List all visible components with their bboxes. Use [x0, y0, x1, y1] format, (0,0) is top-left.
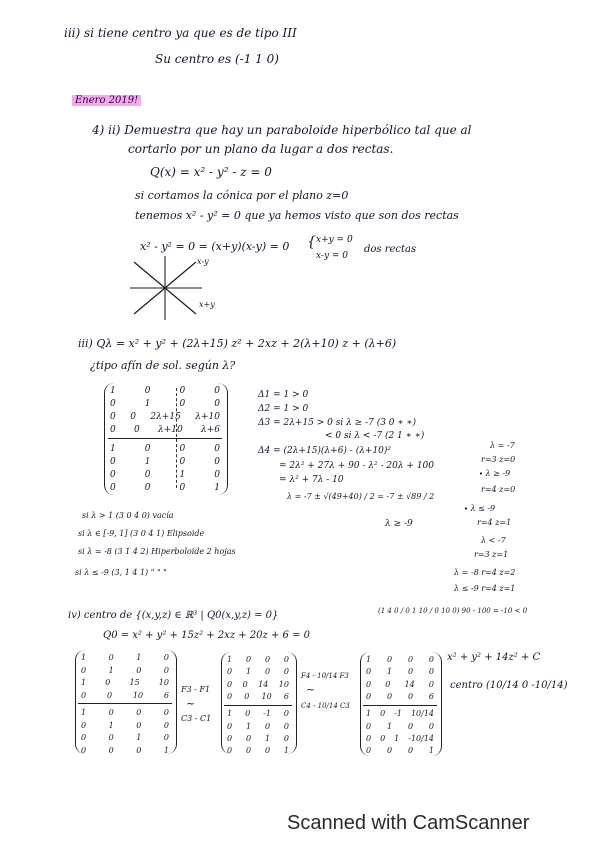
op-c4: C4 - 10/14 C3	[301, 702, 350, 710]
matrix-cell: 0	[214, 470, 220, 480]
op-f3-f1: F3 - F1	[181, 685, 211, 694]
system-eq-2: x-y = 0	[316, 251, 349, 261]
matrix-cell: 1	[144, 457, 151, 467]
matrix-cell: 10	[261, 691, 272, 701]
matrix-cell: 0	[264, 721, 271, 731]
matrix-row	[227, 667, 289, 676]
matrix-row	[110, 444, 220, 454]
matrix-cell: 0	[110, 412, 116, 422]
matrix-cell: 0	[407, 655, 414, 664]
matrix-cell: 1	[81, 708, 87, 717]
matrix-cell: 0	[283, 709, 289, 719]
line-iii-center-type: iii) si tiene centro ya que es de tipo III	[64, 26, 297, 40]
matrix-cell: 0	[81, 665, 87, 675]
question-4-title-2: cortarlo por un plano da lugar a dos rectas.	[128, 142, 394, 156]
matrix-cell: 0	[106, 690, 113, 700]
delta-2: Δ2 = 1 > 0	[258, 404, 309, 414]
matrix-cell: 1	[366, 709, 372, 719]
matrix-cell: 1	[283, 746, 289, 756]
case-ellipsoid: si λ ∈ [-9, 1] (3 0 4 1) Elipsoide	[78, 529, 205, 538]
matrix-cell: 1	[136, 733, 142, 742]
matrix-cell: 0	[428, 667, 434, 677]
matrix-cell: 0	[214, 444, 220, 454]
quadric-equation: Q(x) = x² - y² - z = 0	[150, 165, 272, 179]
right-lambda-le-minus9: ∙ λ ≤ -9	[464, 504, 496, 513]
matrix-cell: 0	[163, 720, 169, 730]
matrix-cell: 0	[227, 721, 233, 731]
matrix-cell: 0	[227, 746, 233, 756]
matrix-cell: 0	[380, 733, 386, 743]
matrix-cell: 0	[108, 708, 114, 717]
matrix-cell: 0	[214, 457, 220, 467]
matrix-cell: 10	[278, 679, 289, 689]
minor-check: (1 4 0 / 0 1 10 / 0 10 0) 90 - 100 = -10 < 0	[378, 607, 528, 615]
matrix-cell: 1	[81, 653, 87, 662]
matrix-row	[227, 734, 289, 743]
matrix-cell: 0	[227, 667, 233, 677]
crossing-lines-sketch	[130, 256, 210, 326]
matrix-cell: 0	[81, 690, 87, 700]
matrix-cell: 0	[366, 733, 372, 743]
matrix-cell: λ+10	[195, 412, 220, 422]
delta-4-expand: = 2λ² + 27λ + 90 - λ² - 20λ + 100	[279, 461, 435, 471]
matrix-cell: 1	[110, 444, 116, 454]
delta-3-case: < 0 si λ < -7 (2 1 ∗ ∗)	[325, 431, 425, 441]
matrix-cell: λ+10	[158, 425, 183, 435]
matrix-cell: 0	[144, 483, 151, 493]
matrix-cell: 0	[110, 425, 116, 435]
matrix-cell: 0	[244, 691, 250, 701]
matrix-cell: 1	[81, 678, 87, 687]
matrix-row	[110, 457, 220, 467]
matrix-cell: 0	[110, 457, 116, 467]
q0-equation: Q0 = x² + y² + 15z² + 2xz + 20z + 6 = 0	[103, 630, 311, 641]
matrix-cell: 0	[144, 386, 151, 396]
op-tilde-1: ~	[186, 697, 196, 710]
matrix-row	[81, 721, 169, 730]
matrix-cell: 0	[105, 678, 111, 687]
matrix-row	[366, 692, 434, 701]
matrix-lambda-vdivider	[176, 388, 177, 488]
matrix-cell: 0	[385, 679, 391, 689]
matrix-lambda-divider	[108, 438, 222, 439]
delta-4-roots: λ = -7 ± √(49+40) / 2 = -7 ± √89 / 2	[287, 492, 435, 501]
matrix-row	[366, 709, 434, 718]
right-lambda-le-minus9-b: λ ≤ -9 r=4 z=1	[454, 584, 516, 593]
matrix-cell: 0	[179, 399, 186, 409]
part-iv-title: iv) centro de {(x,y,z) ∈ ℝ³ | Q0(x,y,z) = 0}	[68, 610, 279, 621]
matrix-row	[81, 691, 169, 700]
matrix-cell: 0	[179, 386, 186, 396]
matrix-cell: 14	[404, 679, 415, 689]
matrix-cell: 0	[179, 483, 186, 493]
matrix-cell: 0	[283, 667, 289, 677]
system-eq-1: x+y = 0	[316, 235, 353, 245]
delta-3: Δ3 = 2λ+15 > 0 si λ ≥ -7 (3 0 ∗ ∗)	[258, 418, 417, 428]
delta-1: Δ1 = 1 > 0	[258, 390, 309, 400]
matrix-cell: 6	[283, 691, 289, 701]
matrix-cell: 10	[132, 690, 144, 700]
matrix-cell: 0	[366, 691, 372, 701]
op-c3-c1: C3 - C1	[181, 714, 212, 723]
matrix-cell: 0	[366, 667, 372, 677]
matrix-cell: 0	[283, 733, 289, 743]
matrix-cell: 0	[242, 679, 248, 689]
part-iii-equation: iii) Qλ = x² + y² + (2λ+15) z² + 2xz + 2(λ+10) z + (λ+6)	[78, 337, 397, 350]
matrix-row	[227, 746, 289, 755]
matrix-cell: 0	[214, 386, 220, 396]
op-tilde-2: ~	[306, 683, 316, 696]
matrix-row	[227, 655, 289, 664]
matrix-cell: -10/14	[408, 733, 434, 743]
part-iii-question: ¿tipo afín de sol. según λ?	[90, 359, 236, 372]
matrix-row	[110, 412, 220, 422]
matrix-cell: 0	[163, 708, 169, 717]
matrix-cell: 0	[386, 691, 393, 701]
matrix-cell: 1	[386, 721, 393, 731]
matrix-row	[81, 653, 169, 662]
matrix-cell: 0	[245, 746, 252, 756]
matrix-cell: 0	[264, 655, 271, 664]
matrix-q0-divider	[78, 703, 172, 704]
matrix-cell: 0	[163, 653, 169, 662]
matrix-row	[110, 483, 220, 493]
matrix-row	[110, 470, 220, 480]
matrix-cell: 2λ+15	[150, 412, 181, 422]
matrix-cell: 0	[264, 746, 271, 756]
matrix-cell: 0	[81, 720, 87, 730]
factorization: x² - y² = 0 = (x+y)(x-y) = 0	[140, 240, 290, 253]
matrix-cell: 0	[179, 457, 186, 467]
matrix-cell: 1	[386, 667, 393, 677]
matrix-cell: 0	[81, 745, 87, 755]
right-r3-z1: r=3 z=1	[474, 550, 509, 559]
brace: {	[307, 234, 316, 250]
matrix-cell: 0	[134, 425, 140, 435]
delta-4-condition: λ ≥ -9	[385, 519, 413, 529]
matrix-cell: 1	[144, 399, 151, 409]
matrix-cell: 0	[227, 691, 233, 701]
matrix-cell: 10/14	[410, 709, 434, 719]
right-r4-z1: r=4 z=1	[477, 518, 512, 527]
matrix-row	[81, 746, 169, 755]
matrix-cell: 0	[136, 708, 142, 717]
op-f4: F4 - 10/14 F3	[301, 672, 349, 680]
matrix-cell: 0	[110, 483, 116, 493]
matrix-cell: 0	[386, 746, 393, 756]
matrix-row	[366, 655, 434, 664]
case-empty: si λ > 1 (3 0 4 0) vacía	[82, 511, 174, 520]
matrix-cell: 0	[245, 709, 251, 719]
matrix-row	[81, 666, 169, 675]
matrix-cell: 0	[136, 720, 142, 730]
matrix-cell: 0	[428, 679, 434, 689]
two-lines-label: dos rectas	[364, 244, 417, 255]
delta-4-simplify: = λ² + 7λ - 10	[279, 475, 344, 485]
matrix-row	[81, 708, 169, 717]
right-lambda-lt-minus7: λ < -7	[481, 536, 506, 545]
label-x-plus-y: x+y	[199, 300, 215, 309]
case-hyperboloid: si λ = -8 (3 1 4 2) Hiperboloide 2 hojas	[78, 547, 236, 556]
matrix-row	[110, 425, 220, 435]
label-x-minus-y: x-y	[197, 257, 209, 266]
matrix-cell: 15	[129, 678, 140, 687]
matrix-cell: 0	[110, 399, 116, 409]
matrix-cell: 0	[407, 746, 414, 756]
matrix-row	[366, 746, 434, 755]
matrix-cell: 0	[407, 721, 414, 731]
matrix-cell: -1	[394, 709, 402, 719]
case-hyperboloid-b: si λ ≤ -9 (3, 1 4 1) " " "	[75, 568, 167, 577]
matrix-cell: 0	[163, 665, 169, 675]
matrix-cell: 0	[144, 470, 151, 480]
matrix-cell: 0	[366, 721, 372, 731]
matrix-cell: 1	[163, 745, 169, 755]
right-lambda-ge-minus9: ∙ λ ≥ -9	[479, 469, 511, 478]
matrix-cell: 0	[428, 721, 434, 731]
scanner-watermark: Scanned with CamScanner	[287, 812, 530, 834]
matrix-cell: 0	[108, 733, 114, 742]
matrix-cell: 1	[110, 386, 116, 396]
matrix-row	[366, 722, 434, 731]
matrix-row	[81, 733, 169, 742]
matrix-cell: 0	[227, 733, 233, 743]
matrix-row	[110, 386, 220, 396]
matrix-cell: 1	[245, 667, 252, 677]
matrix-cell: 0	[130, 412, 136, 422]
matrix-cell: 6	[163, 690, 169, 700]
right-lambda-eq-minus7: λ = -7	[490, 441, 515, 450]
question-4-title: 4) ii) Demuestra que hay un paraboloide hiperbólico tal que al	[92, 123, 472, 137]
matrix-cell: 1	[264, 733, 271, 743]
matrix-row	[110, 399, 220, 409]
matrix-cell: 1	[227, 709, 233, 719]
matrix-row	[227, 722, 289, 731]
matrix-cell: 10	[158, 678, 169, 687]
matrix-cell: 0	[264, 667, 271, 677]
matrix-cell: 6	[428, 691, 434, 701]
matrix-step3-divider	[363, 705, 437, 706]
date-heading: Enero 2019!	[72, 95, 141, 106]
right-r4-z0: r=4 z=0	[481, 485, 516, 494]
matrix-cell: 0	[108, 745, 114, 755]
matrix-cell: 1	[394, 733, 400, 743]
matrix-cell: 0	[380, 709, 386, 719]
matrix-row	[366, 667, 434, 676]
cut-statement: si cortamos la cónica por el plano z=0	[135, 189, 349, 202]
matrix-cell: 0	[366, 679, 372, 689]
matrix-cell: 0	[136, 665, 142, 675]
two-lines-statement: tenemos x² - y² = 0 que ya hemos visto que son dos rectas	[135, 209, 459, 222]
right-lambda-eq-minus8: λ = -8 r=4 z=2	[454, 568, 516, 577]
delta-4: Δ4 = (2λ+15)(λ+6) - (λ+10)²	[258, 446, 392, 456]
right-r3-z0: r=3 z=0	[481, 455, 516, 464]
matrix-cell: λ+6	[201, 425, 220, 435]
matrix-cell: 0	[407, 691, 414, 701]
matrix-cell: 1	[179, 470, 186, 480]
matrix-cell: 0	[136, 745, 142, 755]
matrix-cell: 0	[179, 444, 186, 454]
matrix-cell: 0	[227, 679, 233, 689]
matrix-cell: -1	[263, 709, 271, 719]
matrix-cell: 0	[366, 746, 372, 756]
matrix-cell: 0	[283, 721, 289, 731]
matrix-cell: 0	[428, 655, 434, 664]
matrix-cell: 1	[245, 721, 252, 731]
matrix-cell: 1	[136, 653, 142, 662]
matrix-row	[81, 678, 169, 687]
matrix-row	[227, 692, 289, 701]
matrix-cell: 1	[108, 720, 114, 730]
reduced-form: x² + y² + 14z² + C	[447, 652, 541, 663]
matrix-row	[366, 680, 434, 689]
line-center-value: Su centro es (-1 1 0)	[155, 52, 279, 66]
matrix-cell: 1	[227, 655, 233, 664]
matrix-cell: 0	[386, 655, 393, 664]
matrix-cell: 0	[245, 655, 252, 664]
matrix-cell: 1	[108, 665, 114, 675]
matrix-cell: 0	[283, 655, 289, 664]
matrix-cell: 0	[214, 399, 220, 409]
matrix-row	[227, 680, 289, 689]
matrix-cell: 0	[163, 733, 169, 742]
matrix-row	[366, 734, 434, 743]
matrix-cell: 1	[428, 746, 434, 756]
matrix-cell: 0	[81, 733, 87, 742]
matrix-cell: 0	[245, 733, 252, 743]
matrix-cell: 0	[144, 444, 151, 454]
matrix-step2-divider	[224, 705, 292, 706]
matrix-cell: 1	[366, 655, 372, 664]
matrix-cell: 0	[108, 653, 114, 662]
center-result: centro (10/14 0 -10/14)	[450, 680, 568, 691]
matrix-cell: 0	[407, 667, 414, 677]
matrix-cell: 1	[214, 483, 220, 493]
matrix-cell: 0	[110, 470, 116, 480]
matrix-cell: 14	[258, 679, 269, 689]
matrix-row	[227, 709, 289, 718]
